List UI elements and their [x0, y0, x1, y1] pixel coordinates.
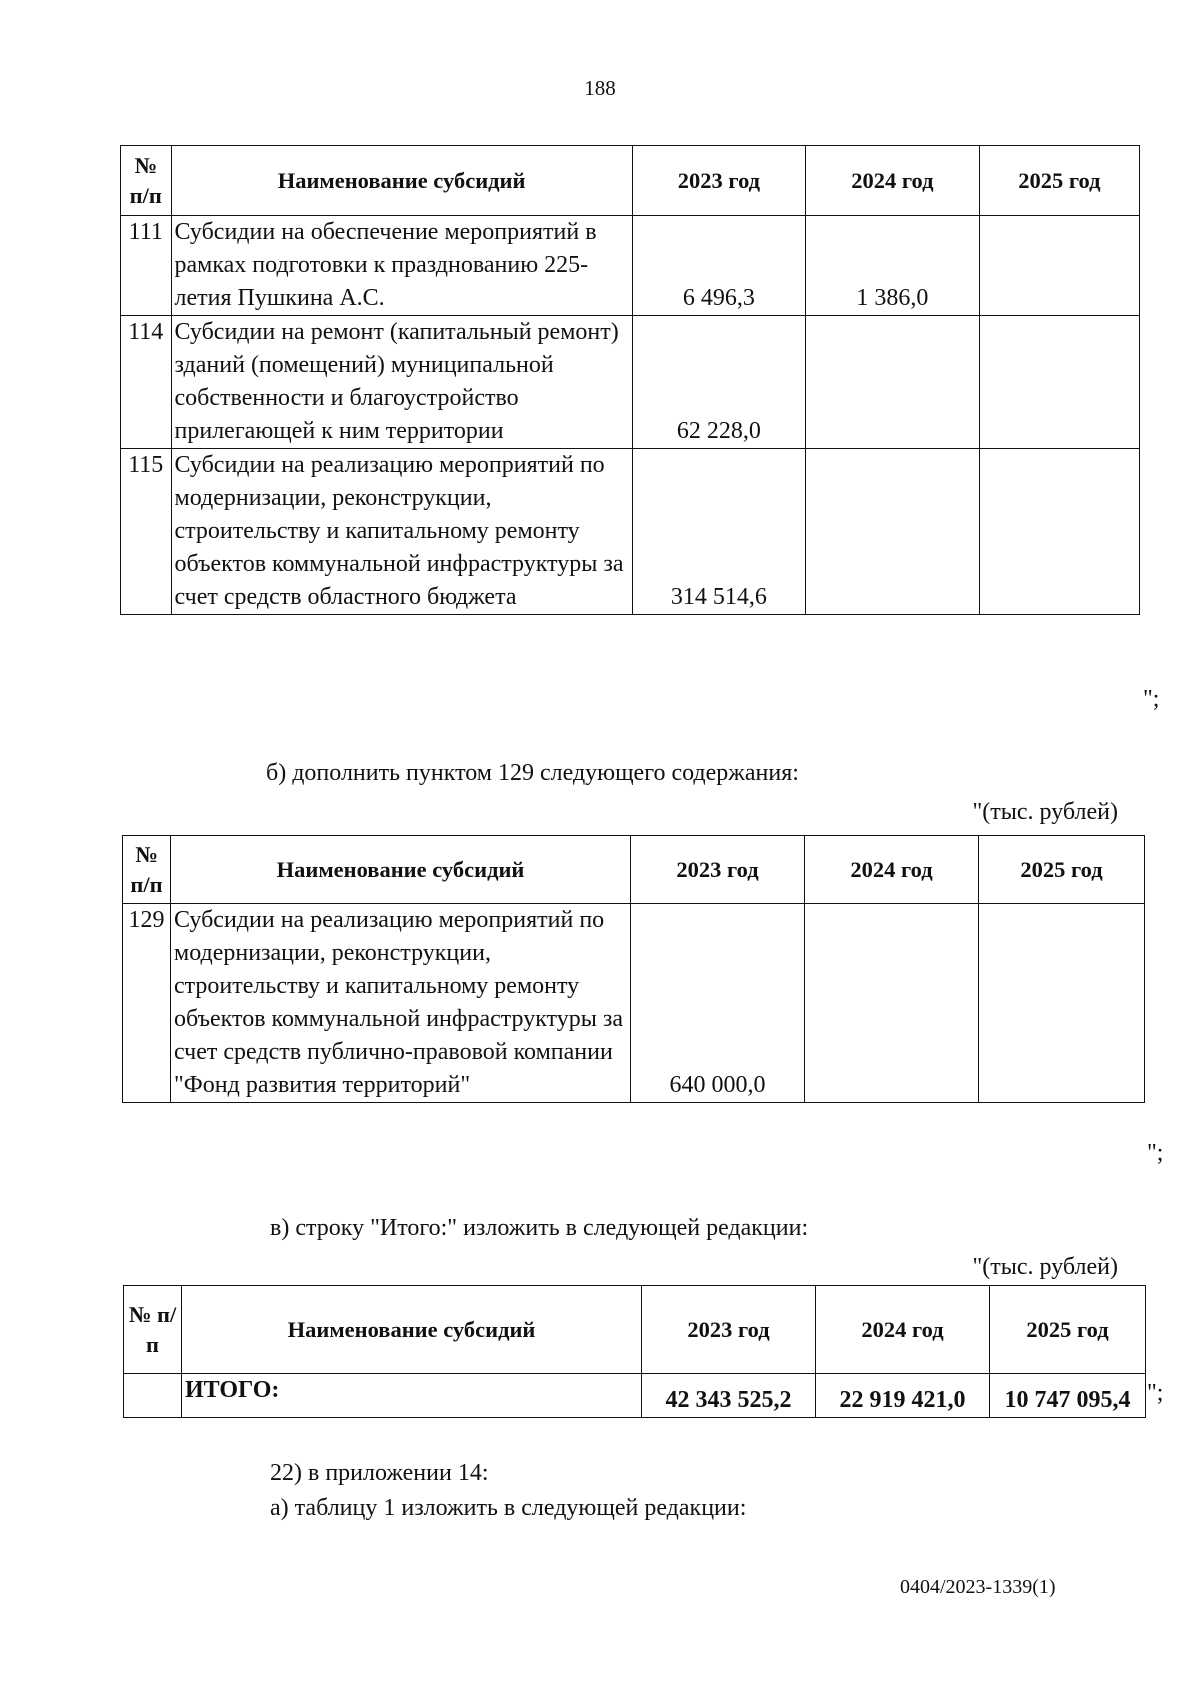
table-row — [121, 316, 1140, 449]
table-3-closing-quote: "; — [1147, 1380, 1164, 1406]
row-name: Субсидии на реализацию мероприятий по модернизации, реконструкции, строительству и капитальному ремонту объектов коммунальной инфраструктуры за счет средств публично-правовой компании "Фонд развития территорий" — [171, 904, 631, 1103]
row-num: 129 — [123, 904, 171, 1103]
subsidies-table-2 — [122, 835, 1145, 1103]
row-value-2024: 1 386,0 — [806, 216, 979, 316]
row-value-2023: 62 228,0 — [632, 316, 805, 449]
row-value-2025 — [979, 316, 1139, 449]
section-b-units: "(тыс. рублей) — [972, 799, 1118, 825]
table-2-closing-quote: "; — [1147, 1140, 1164, 1166]
table-row — [123, 904, 1145, 1103]
col-header-name: Наименование субсидий — [171, 836, 631, 904]
row-num: 111 — [121, 216, 172, 316]
table-1-closing-quote: "; — [1143, 686, 1160, 712]
col-header-num: № п/п — [123, 836, 171, 904]
row-value-2024 — [806, 449, 979, 615]
document-id: 0404/2023-1339(1) — [900, 1576, 1056, 1598]
row-value-2023: 640 000,0 — [631, 904, 805, 1103]
table-header-row — [124, 1286, 1146, 1374]
total-row — [124, 1374, 1146, 1418]
col-header-2024: 2024 год — [805, 836, 979, 904]
col-header-2023: 2023 год — [631, 836, 805, 904]
col-header-2023: 2023 год — [632, 146, 805, 216]
row-value-2025 — [979, 904, 1145, 1103]
col-header-2023: 2023 год — [642, 1286, 816, 1374]
section-v-text: в) строку "Итого:" изложить в следующей редакции: — [270, 1215, 809, 1241]
row-value-2023: 314 514,6 — [632, 449, 805, 615]
row-name: Субсидии на реализацию мероприятий по модернизации, реконструкции, строительству и капитальному ремонту объектов коммунальной инфраструктуры за счет средств областного бюджета — [171, 449, 632, 615]
col-header-2024: 2024 год — [816, 1286, 990, 1374]
row-num: 114 — [121, 316, 172, 449]
row-name: Субсидии на обеспечение мероприятий в рамках подготовки к празднованию 225-летия Пушкина А.С. — [171, 216, 632, 316]
total-value-2024: 22 919 421,0 — [816, 1374, 990, 1418]
col-header-2025: 2025 год — [979, 836, 1145, 904]
row-value-2023: 6 496,3 — [632, 216, 805, 316]
section-b-text: б) дополнить пунктом 129 следующего содержания: — [266, 760, 799, 786]
total-label: ИТОГО: — [182, 1374, 642, 1418]
table-header-row — [123, 836, 1145, 904]
page-number: 188 — [584, 76, 616, 100]
col-header-2024: 2024 год — [806, 146, 979, 216]
table-row — [121, 216, 1140, 316]
col-header-num: № п/п — [124, 1286, 182, 1374]
row-value-2024 — [806, 316, 979, 449]
table-header-row — [121, 146, 1140, 216]
item-22-line-1: 22) в приложении 14: — [270, 1460, 489, 1486]
table-row — [121, 449, 1140, 615]
total-num — [124, 1374, 182, 1418]
row-value-2025 — [979, 449, 1139, 615]
total-value-2025: 10 747 095,4 — [990, 1374, 1146, 1418]
item-22-line-2: а) таблицу 1 изложить в следующей редакции: — [270, 1495, 747, 1521]
col-header-2025: 2025 год — [990, 1286, 1146, 1374]
col-header-2025: 2025 год — [979, 146, 1139, 216]
col-header-name: Наименование субсидий — [182, 1286, 642, 1374]
total-table — [123, 1285, 1146, 1418]
col-header-name: Наименование субсидий — [171, 146, 632, 216]
subsidies-table-1 — [120, 145, 1140, 615]
row-value-2025 — [979, 216, 1139, 316]
total-value-2023: 42 343 525,2 — [642, 1374, 816, 1418]
row-num: 115 — [121, 449, 172, 615]
col-header-num: № п/п — [121, 146, 172, 216]
section-v-units: "(тыс. рублей) — [972, 1254, 1118, 1280]
row-name: Субсидии на ремонт (капитальный ремонт) зданий (помещений) муниципальной собственности и благоустройство прилегающей к ним территории — [171, 316, 632, 449]
row-value-2024 — [805, 904, 979, 1103]
